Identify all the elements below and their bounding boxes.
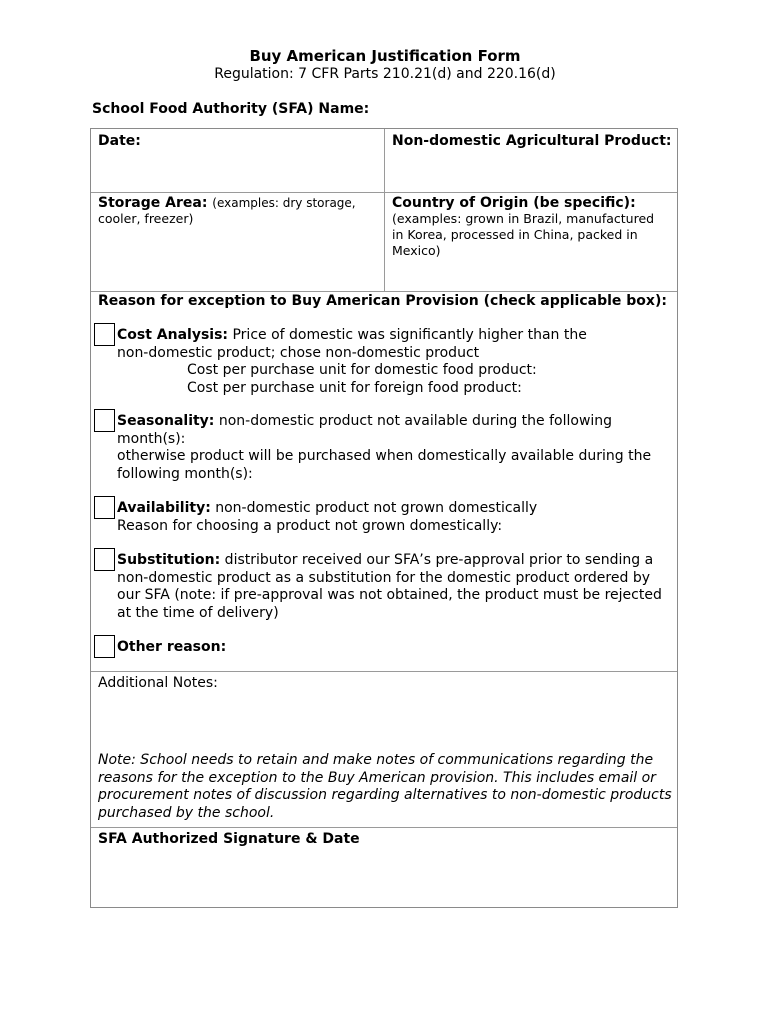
seasonality-text-4: following month(s): [117,465,253,482]
row-divider-2 [91,291,677,292]
storage-examples-2: cooler, freezer) [98,211,194,226]
availability-checkbox[interactable] [94,496,115,519]
substitution-text-3: our SFA (note: if pre-approval was not obtained, the product must be rejected [117,587,662,603]
regulation-reference: Regulation: 7 CFR Parts 210.21(d) and 220.16(d) [214,66,556,82]
column-divider [384,129,385,291]
storage-area-label: Storage Area: [98,195,208,211]
cost-analysis-text-2: non-domestic product; chose non-domestic product [117,344,480,361]
substitution-text-4: at the time of delivery) [117,604,279,621]
substitution-text-2: non-domestic product as a substitution for the domestic product ordered by [117,569,650,586]
signature-date-label[interactable]: SFA Authorized Signature & Date [98,831,360,847]
other-reason [117,639,673,657]
other-reason-label: Other reason: [117,639,227,655]
reason-heading: Reason for exception to Buy American Provision (check applicable box): [98,293,667,309]
origin-examples-2: in Korea, processed in China, packed in [392,227,638,242]
foreign-cost-label[interactable]: Cost per purchase unit for foreign food product: [187,379,522,396]
date-field-label[interactable]: Date: [98,133,141,149]
form-title: Buy American Justification Form [249,47,521,65]
other-reason-checkbox[interactable] [94,635,115,658]
storage-area-field[interactable] [98,195,356,211]
cost-analysis-reason [117,327,673,397]
row-divider-4 [91,827,677,828]
country-of-origin-label[interactable]: Country of Origin (be specific): [392,195,636,211]
retention-note-2: reasons for the exception to the Buy American provision. This includes email or [98,769,656,786]
retention-note [98,752,674,822]
retention-note-3: procurement notes of discussion regarding alternatives to non-domestic products [98,787,672,803]
origin-examples-1: (examples: grown in Brazil, manufactured [392,211,655,226]
justification-form-table [90,128,678,908]
availability-text-2: Reason for choosing a product not grown domestically: [117,517,503,534]
origin-examples-3: Mexico) [392,243,441,258]
availability-reason [117,500,673,535]
retention-note-1: Note: School needs to retain and make notes of communications regarding the [98,752,654,768]
product-field-label[interactable]: Non-domestic Agricultural Product: [392,133,672,149]
availability-label: Availability: [117,500,211,516]
additional-notes-label[interactable]: Additional Notes: [98,675,218,691]
substitution-checkbox[interactable] [94,548,115,571]
retention-note-4: purchased by the school. [98,804,275,821]
domestic-cost-label[interactable]: Cost per purchase unit for domestic food product: [187,362,537,378]
seasonality-label: Seasonality: [117,413,215,429]
sfa-name-label[interactable]: School Food Authority (SFA) Name: [92,101,370,117]
storage-examples-1: (examples: dry storage, [212,196,356,210]
availability-text-1: non-domestic product not grown domestically [210,500,538,516]
substitution-label: Substitution: [117,552,221,568]
substitution-text-1: distributor received our SFA’s pre-approval prior to sending a [220,552,654,568]
row-divider-3 [91,671,677,672]
seasonality-text-3: otherwise product will be purchased when domestically available during the [117,448,652,464]
cost-analysis-label: Cost Analysis: [117,327,229,343]
cost-analysis-text-1: Price of domestic was significantly higher than the [228,327,587,343]
seasonality-text-2: month(s): [117,430,186,447]
cost-analysis-checkbox[interactable] [94,323,115,346]
seasonality-checkbox[interactable] [94,409,115,432]
substitution-reason [117,552,673,622]
seasonality-text-1: non-domestic product not available during the following [214,413,613,429]
seasonality-reason [117,413,673,483]
